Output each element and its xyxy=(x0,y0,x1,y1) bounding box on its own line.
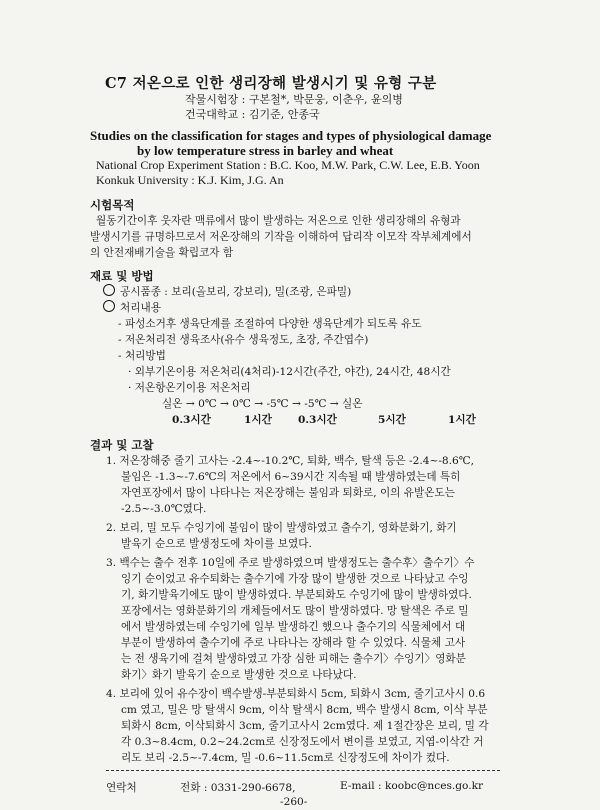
methods-subitem: - 저온처리전 생육조사(유수 생육정도, 초장, 주간엽수) xyxy=(118,334,369,346)
english-authors-university: Konkuk University : K.J. Kim, J.G. An xyxy=(96,173,284,187)
contact-label: 연락처 xyxy=(106,782,137,794)
methods-subitem: · 저온항온기이용 저온처리 xyxy=(128,382,251,394)
treatment-time: 1시간 xyxy=(448,414,476,426)
results-line: 각 0.3~8.4cm, 0.2~24.2cm로 신장정도에서 변이를 보였고, 지엽-이삭간 거 xyxy=(121,736,484,748)
results-line: 자연포장에서 많이 나타나는 저온장해는 불임과 퇴화로, 이의 유발온도는 xyxy=(121,487,455,499)
methods-subitem: · 외부기온이용 저온처리(4처리)-12시간(주간, 야간), 24시간, 48시간 xyxy=(128,366,451,378)
methods-subitem: - 파성소거후 생육단계를 조절하여 다양한 생육단계가 되도록 유도 xyxy=(118,318,422,330)
results-line: -2.5~-3.0℃였다. xyxy=(121,503,207,515)
methods-item: 처리내용 xyxy=(103,300,161,315)
treatment-time: 1시간 xyxy=(244,414,272,426)
treatment-time: 0.3시간 xyxy=(172,414,211,426)
treatment-flow: 실온 → 0℃ → 0℃ → -5℃ → -5℃ → 실온 xyxy=(162,398,363,410)
purpose-heading: 시험목적 xyxy=(90,198,135,212)
results-heading: 결과 및 고찰 xyxy=(90,438,154,452)
results-line: 3. 백수는 출수 전후 10일에 주로 발생하였으며 발생정도는 출수후〉출수기〉수 xyxy=(106,557,475,569)
methods-heading: 재료 및 방법 xyxy=(90,269,154,283)
results-line: 리도 보리 -2.5~-7.4cm, 밀 -0.6~11.5cm로 신장정도에 차이가 컸다. xyxy=(121,752,450,764)
treatment-time: 0.3시간 xyxy=(298,414,337,426)
results-line: 포장에서는 영화분화기의 개체들에서도 많이 발생하였다. 망 탈색은 주로 밀 xyxy=(121,605,469,617)
contact-phone: 전화 : 0331-290-6678, xyxy=(180,782,296,794)
dashed-divider xyxy=(106,770,500,771)
contact-email: E-mail : koobc@nces.go.kr xyxy=(340,780,484,792)
purpose-line: 발생시기를 규명하므로서 저온장해의 기작을 이해하여 답리작 이모작 작부체계에서 xyxy=(90,231,472,243)
results-line: 잉기 순이었고 유수퇴화는 출수기에 가장 많이 발생한 것으로 나타났고 수잉 xyxy=(121,573,469,585)
results-line: 기, 화기발육기에도 많이 발생하였다. 부분퇴화도 수잉기에 많이 발생하였다. xyxy=(121,589,472,601)
results-line: 불임은 -1.3~-7.6℃의 저온에서 6~39시간 지속될 때 발생하였는데 특히 xyxy=(121,471,461,483)
page-number: -260- xyxy=(280,796,308,808)
english-title-line-2: by low temperature stress in barley and wheat xyxy=(137,143,394,158)
circle-bullet-icon xyxy=(103,300,115,312)
korean-authors-station: 작물시험장 : 구본철*, 박문웅, 이춘우, 윤의병 xyxy=(185,93,403,106)
results-line: cm 였고, 밀은 망 탈색시 9cm, 이삭 탈색시 8cm, 백수 발생시 8cm, 이삭 부분 xyxy=(121,704,488,716)
paper-title: C7 저온으로 인한 생리장해 발생시기 및 유형 구분 xyxy=(105,75,437,92)
results-line: 에서 발생하였는데 수잉기에 일부 발생하긴 했으나 출수기의 식물체에서 대 xyxy=(121,621,466,633)
results-line: 는 전 생육기에 걸쳐 발생하였고 가장 심한 피해는 출수기〉수잉기〉영화분 xyxy=(121,653,466,665)
english-authors-station: National Crop Experiment Station : B.C. Koo, M.W. Park, C.W. Lee, E.B. Yoon xyxy=(96,158,480,172)
circle-bullet-icon xyxy=(103,284,115,296)
results-line: 1. 저온장해중 줄기 고사는 -2.4~-10.2℃, 퇴화, 백수, 탈색 등은 -2.4~-8.6℃, xyxy=(106,455,474,467)
purpose-line: 월동기간이후 웃자란 맥류에서 많이 발생하는 저온으로 인한 생리장해의 유형과 xyxy=(96,215,461,227)
english-title-line-1: Studies on the classification for stages and types of physiological damage xyxy=(90,128,492,143)
treatment-time: 5시간 xyxy=(378,414,406,426)
korean-authors-university: 건국대학교 : 김기준, 안종국 xyxy=(185,108,320,121)
results-line: 퇴화시 8cm, 이삭퇴화시 3cm, 줄기고사시 2cm였다. 제 1절간장은 보리, 밀 각 xyxy=(121,720,489,732)
methods-subitem: - 처리방법 xyxy=(118,350,166,362)
results-line: 4. 보리에 있어 유수장이 백수발생-부분퇴화시 5cm, 퇴화시 3cm, 줄기고사시 0.6 xyxy=(106,688,486,700)
methods-item: 공시품종 : 보리(올보리, 강보리), 밀(조광, 은파밀) xyxy=(103,284,351,299)
results-line: 2. 보리, 밀 모두 수잉기에 불임이 많이 발생하였고 출수기, 영화분화기, 화기 xyxy=(106,522,457,534)
results-line: 화기〉화기 발육기 순으로 발생한 것으로 나타났다. xyxy=(121,669,357,681)
results-line: 발육기 순으로 발생정도에 차이를 보였다. xyxy=(121,538,312,550)
results-line: 부분이 발생하여 출수기에 주로 나타나는 장해라 할 수 있었다. 식물체 고사 xyxy=(121,637,466,649)
purpose-line: 의 안전재배기술을 확립코자 함 xyxy=(90,247,234,259)
